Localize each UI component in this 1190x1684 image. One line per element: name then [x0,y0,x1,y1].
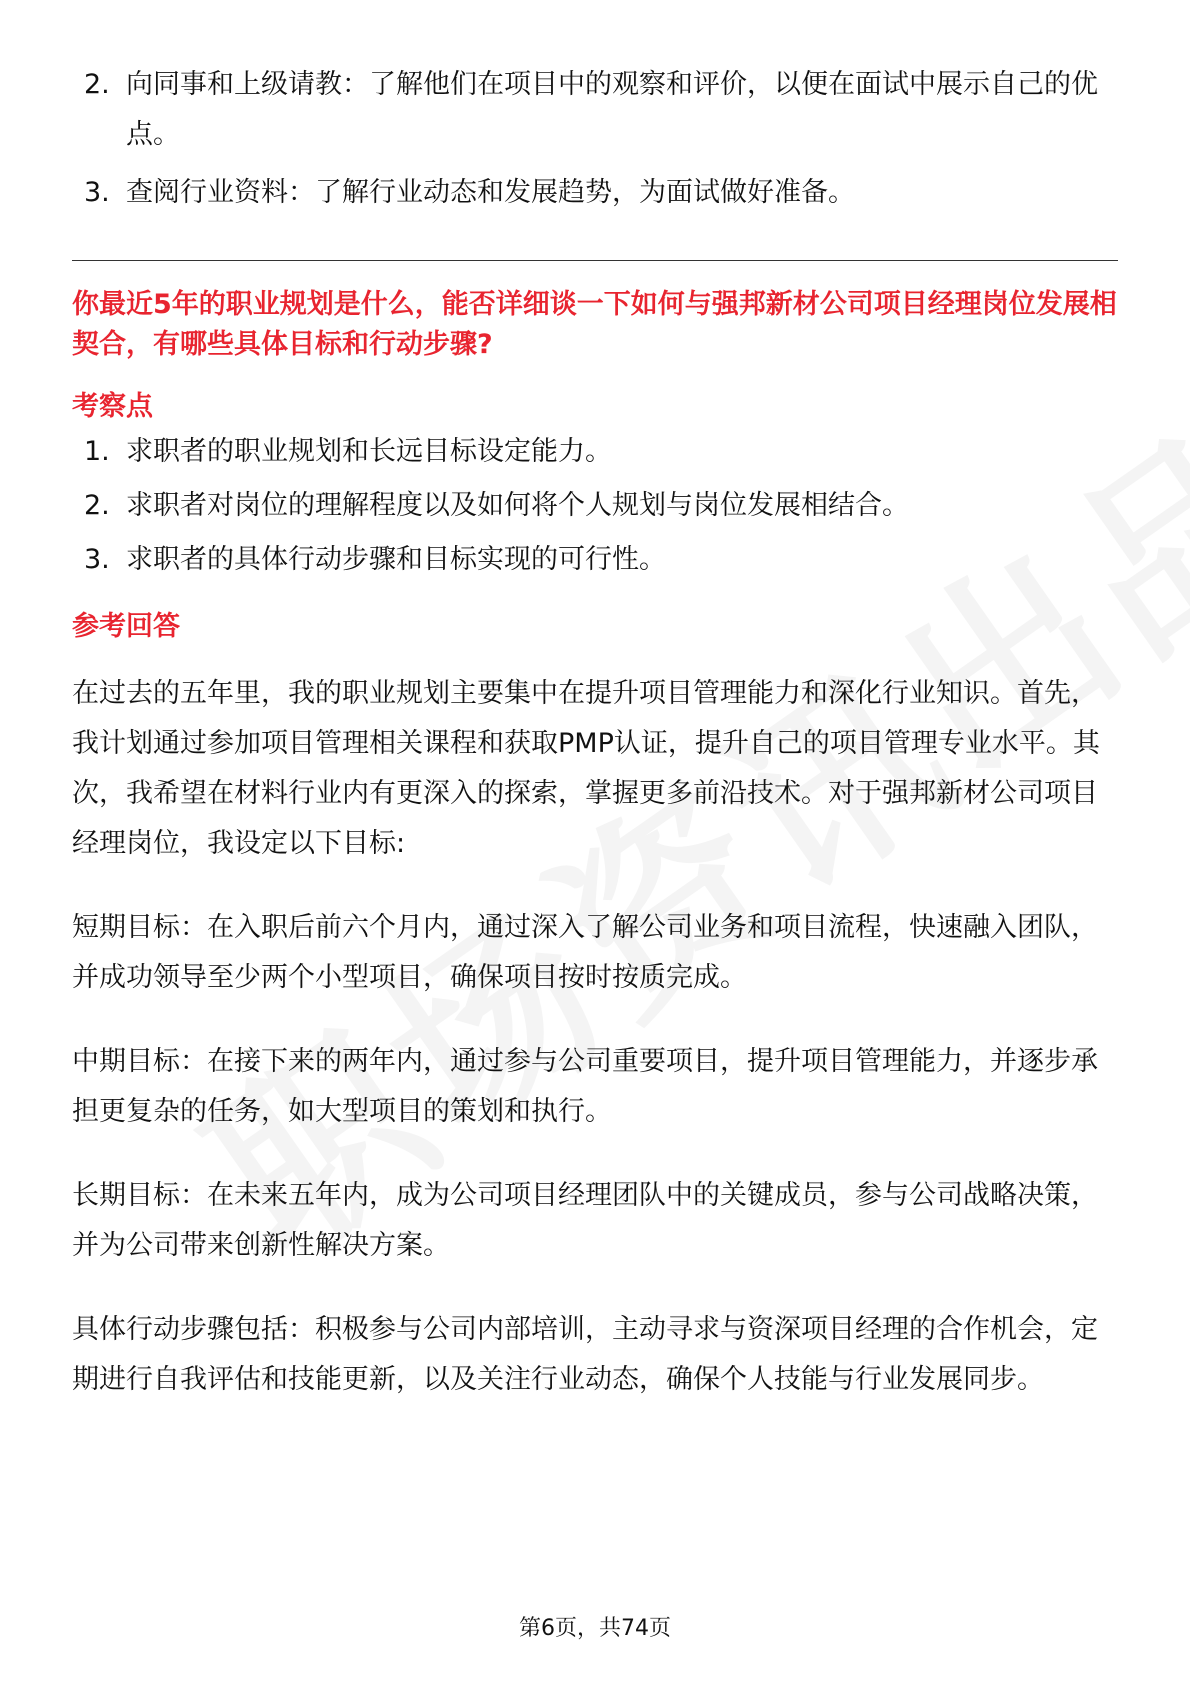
list-number: 3. [84,177,110,208]
continued-list [72,60,1118,218]
answer-paragraph: 短期目标：在入职后前六个月内，通过深入了解公司业务和项目流程，快速融入团队，并成功领导至少两个小型项目，确保项目按时按质完成。 [72,912,1098,993]
list-number: 3. [84,544,110,575]
question-heading: 你最近5年的职业规划是什么，能否详细谈一下如何与强邦新材公司项目经理岗位发展相契合，有哪些具体目标和行动步骤? [72,289,1117,360]
list-item-text: 向同事和上级请教：了解他们在项目中的观察和评价，以便在面试中展示自己的优点。 [126,69,1098,150]
list-item [72,535,1118,585]
list-item [72,427,1118,477]
answer-paragraph: 中期目标：在接下来的两年内，通过参与公司重要项目，提升项目管理能力，并逐步承担更复杂的任务，如大型项目的策划和执行。 [72,1046,1098,1127]
answer-title: 参考回答 [72,611,180,642]
answer-paragraph: 长期目标：在未来五年内，成为公司项目经理团队中的关键成员，参与公司战略决策，并为公司带来创新性解决方案。 [72,1180,1098,1261]
list-item-text: 求职者的职业规划和长远目标设定能力。 [126,436,612,467]
list-item [72,60,1118,160]
page-footer: 第6页，共74页 [519,1616,671,1641]
points-title: 考察点 [72,391,153,422]
points-list [72,427,1118,585]
page-content [72,60,1118,1405]
list-number: 1. [84,436,110,467]
list-number: 2. [84,490,110,521]
list-item-text: 查阅行业资料：了解行业动态和发展趋势，为面试做好准备。 [126,177,855,208]
list-item-text: 求职者的具体行动步骤和目标实现的可行性。 [126,544,666,575]
list-item-text: 求职者对岗位的理解程度以及如何将个人规划与岗位发展相结合。 [126,490,909,521]
answer-paragraph: 具体行动步骤包括：积极参与公司内部培训，主动寻求与资深项目经理的合作机会，定期进行自我评估和技能更新，以及关注行业动态，确保个人技能与行业发展同步。 [72,1314,1098,1395]
answer-paragraph: 在过去的五年里，我的职业规划主要集中在提升项目管理能力和深化行业知识。首先，我计划通过参加项目管理相关课程和获取PMP认证，提升自己的项目管理专业水平。其次，我希望在材料行业内有更深入的探索，掌握更多前沿技术。对于强邦新材公司项目经理岗位，我设定以下目标: [72,678,1100,859]
list-item [72,168,1118,218]
section-divider [72,260,1118,261]
list-item [72,481,1118,531]
list-number: 2. [84,69,110,100]
